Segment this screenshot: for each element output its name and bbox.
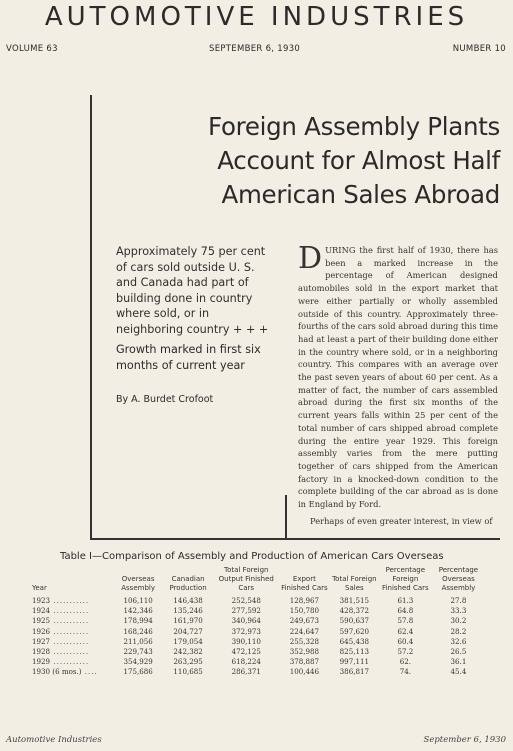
- article-body: [298, 241, 498, 527]
- col-header-total-foreign-output: Total Foreign Output Finished Cars: [218, 566, 274, 592]
- table-header-row: [30, 566, 485, 596]
- table-cell: 825,113: [339, 647, 370, 657]
- table-cell: 26.5: [450, 647, 467, 657]
- paragraph-1: [298, 241, 498, 511]
- table-cell: 45.4: [450, 667, 467, 677]
- row-year-cell: [30, 647, 114, 657]
- row-year-cell: [30, 637, 114, 647]
- table-cell: 224,647: [289, 626, 320, 636]
- table-cell: 372,973: [231, 626, 261, 636]
- leader-dots: ...........: [50, 647, 90, 657]
- table-cell: 161,970: [173, 616, 203, 626]
- table-cell: 249,673: [289, 616, 320, 626]
- table-cell: 352,988: [289, 647, 320, 657]
- table-row: [30, 637, 485, 647]
- table-cell: 100,446: [289, 667, 320, 677]
- table-cell: 30.2: [450, 616, 467, 626]
- table-cell: 255,328: [289, 636, 320, 646]
- row-year: 1927: [32, 636, 51, 646]
- row-year-cell: [30, 657, 114, 667]
- table-cell: 211,056: [123, 636, 153, 646]
- row-year-cell: [30, 616, 114, 626]
- table-cell: 33.3: [450, 606, 467, 616]
- table-row: [30, 606, 485, 616]
- leader-dots: ...........: [50, 606, 90, 616]
- col-header-canadian-production: Canadian Production: [169, 575, 207, 592]
- comparison-table: [30, 566, 485, 678]
- table-cell: 590,637: [339, 616, 370, 626]
- table-cell: 62.: [399, 657, 411, 667]
- article-deck: Approximately 75 per cent of cars sold outside U. S. and Canada had part of building done in country where sold, or in neighboring country + + +: [116, 245, 269, 336]
- table-body: [30, 596, 485, 678]
- table-cell: 128,967: [289, 596, 320, 605]
- headline-line-2: Account for Almost Half: [217, 146, 500, 175]
- leader-dots: ....: [81, 667, 98, 677]
- paragraph-1-text: URING the first half of 1930, there has been a marked increase in the percentage of American designed automobiles sold in the export market that were either partially or wholly assembled outside of this country. Approximately three-fourths of the cars sold abroad during this time had at least a part of their building done either in the country where sold, or in a neighboring country. This compares with an average over the past seven years of about 60 per cent. As a matter of fact, the number of cars assembled abroad during the first six months of the current years falls within 25 per cent of the total number of cars shipped abroad complete during the entire year 1929. This foreign assembly varies from the mere putting together of cars shipped from the American factory in a knocked-down condition to the complete building of the car abroad as is done in England by Ford.: [298, 245, 498, 510]
- table-row: [30, 627, 485, 637]
- row-year-cell: [30, 627, 114, 637]
- table-cell: 36.1: [450, 657, 467, 667]
- table-cell: 286,371: [231, 667, 261, 677]
- table-row: [30, 616, 485, 626]
- table-cell: 106,110: [123, 596, 153, 605]
- table-cell: 175,686: [123, 667, 153, 677]
- headline-line-3: American Sales Abroad: [221, 180, 500, 209]
- table-cell: 472,125: [231, 647, 261, 657]
- issue-number: NUMBER 10: [452, 44, 506, 54]
- table-cell: 146,438: [173, 596, 203, 605]
- headline: [150, 110, 500, 212]
- table-cell: 60.4: [397, 636, 414, 646]
- table-cell: 242,382: [173, 647, 203, 657]
- table-cell: 57.8: [397, 616, 414, 626]
- table-cell: 62.4: [397, 626, 414, 636]
- table-row: [30, 667, 485, 677]
- table-title: Table I—Comparison of Assembly and Production of American Cars Overseas: [60, 551, 444, 562]
- table-row: [30, 596, 485, 606]
- bottom-rule: [90, 538, 500, 540]
- table-row: [30, 647, 485, 657]
- table-cell: 645,438: [339, 636, 370, 646]
- table-cell: 142,346: [123, 606, 153, 616]
- drop-cap: D: [298, 241, 323, 276]
- table-cell: 390,110: [231, 636, 261, 646]
- center-rule: [285, 495, 287, 540]
- table-cell: 597,620: [339, 626, 370, 636]
- table-cell: 277,592: [231, 606, 261, 616]
- leader-dots: ...........: [50, 626, 90, 636]
- col-header-export-finished: Export Finished Cars: [281, 575, 328, 592]
- table-cell: 386,817: [339, 667, 370, 677]
- leader-dots: ...........: [50, 596, 90, 605]
- table-cell: 168,246: [123, 626, 153, 636]
- leader-dots: ...........: [50, 657, 90, 667]
- row-year: 1924: [32, 606, 51, 616]
- byline: By A. Burdet Crofoot: [116, 394, 214, 405]
- row-year-cell: [30, 667, 114, 677]
- table-cell: 229,743: [123, 647, 153, 657]
- table-cell: 64.8: [397, 606, 414, 616]
- col-header-total-foreign-sales: Total Foreign Sales: [332, 575, 377, 592]
- table-cell: 340,964: [231, 616, 261, 626]
- col-header-pct-foreign-finished: Percentage Foreign Finished Cars: [382, 566, 429, 592]
- table-cell: 381,515: [339, 596, 370, 605]
- col-header-pct-overseas-assembly: Percentage Overseas Assembly: [438, 566, 479, 592]
- table-cell: 618,224: [231, 657, 261, 667]
- row-year: 1928: [32, 647, 51, 657]
- table-cell: 27.8: [450, 596, 467, 605]
- row-year: 1925: [32, 616, 51, 626]
- row-year: 1923: [32, 596, 51, 605]
- left-rule: [90, 95, 92, 540]
- table-cell: 354,929: [123, 657, 153, 667]
- paragraph-2: Perhaps of even greater interest, in view of: [310, 515, 493, 526]
- issue-date: SEPTEMBER 6, 1930: [209, 44, 301, 54]
- table-cell: 135,246: [173, 606, 203, 616]
- volume-label: VOLUME 63: [6, 44, 58, 54]
- col-header-year: Year: [32, 584, 47, 592]
- table-cell: 32.6: [450, 636, 467, 646]
- table-cell: 378,887: [289, 657, 320, 667]
- row-year-cell: [30, 596, 114, 606]
- table-cell: 57.2: [397, 647, 414, 657]
- table-row: [30, 657, 485, 667]
- footer-publication: Automotive Industries: [6, 735, 102, 745]
- table-cell: 263,295: [173, 657, 203, 667]
- table-cell: 28.2: [450, 626, 467, 636]
- row-year: 1929: [32, 657, 51, 667]
- table-cell: 74.: [399, 667, 411, 677]
- table-cell: 997,111: [339, 657, 370, 667]
- row-year: 1926: [32, 626, 51, 636]
- headline-line-1: Foreign Assembly Plants: [208, 112, 500, 141]
- masthead-title: AUTOMOTIVE INDUSTRIES: [44, 2, 469, 32]
- footer-date: September 6, 1930: [423, 735, 506, 745]
- leader-dots: ...........: [50, 636, 90, 646]
- article-subdeck: Growth marked in first six months of current year: [116, 343, 261, 372]
- row-year: 1930 (6 mos.): [32, 667, 82, 677]
- table-cell: 428,372: [339, 606, 370, 616]
- table-cell: 110,685: [173, 667, 203, 677]
- table-cell: 204,727: [173, 626, 203, 636]
- row-year-cell: [30, 606, 114, 616]
- table-cell: 178,994: [123, 616, 153, 626]
- table-cell: 252,548: [231, 596, 261, 605]
- leader-dots: ...........: [50, 616, 90, 626]
- col-header-overseas-assembly: Overseas Assembly: [121, 575, 155, 592]
- table-cell: 61.3: [397, 596, 414, 605]
- table-cell: 179,054: [173, 636, 203, 646]
- table-cell: 150,780: [289, 606, 320, 616]
